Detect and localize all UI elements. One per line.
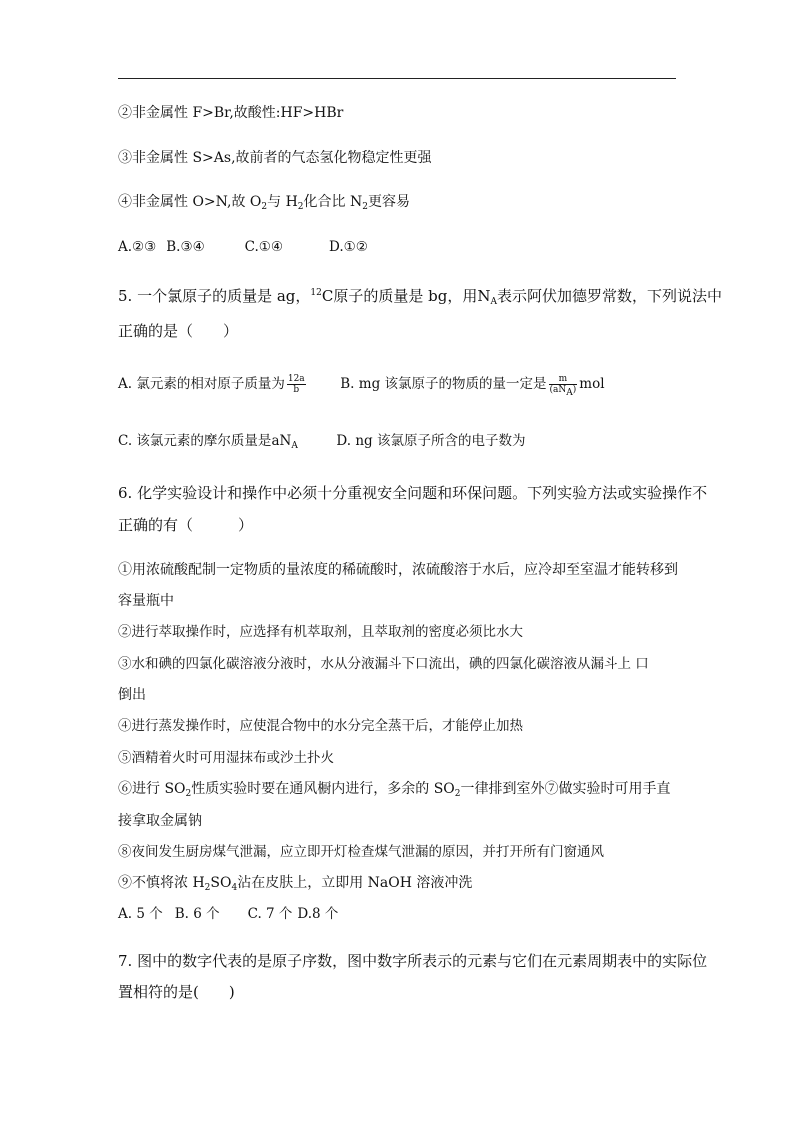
fraction-denominator: $(aN_A)$ xyxy=(549,385,577,398)
q6-statement-1b: 容量瓶中 xyxy=(118,593,174,609)
q6-statement-5: ⑤酒精着火时可用湿抹布或沙土扑火 xyxy=(118,750,334,766)
q5-stem-b: 原子的质量是 bg，用 xyxy=(333,287,478,305)
q6-statement-9 xyxy=(118,874,472,892)
fraction-m-over-ana xyxy=(549,374,578,398)
q6-statement-6 xyxy=(118,780,671,798)
q6-statement-3a: ③水和碘的四氯化碳溶液分液时，水从分液漏斗下口流出，碘的四氯化碳溶液从漏斗上 口 xyxy=(118,656,649,672)
subscript: A xyxy=(291,441,298,451)
avogadro-symbol: N xyxy=(477,287,491,305)
subscript: 2 xyxy=(204,883,211,893)
q6-options xyxy=(118,905,338,923)
q6-statement-3b: 倒出 xyxy=(118,687,146,703)
q5-options-ab xyxy=(118,372,605,396)
q5-option-a-text: A. 氯元素的相对原子质量为 xyxy=(118,376,285,392)
q5-option-c-value: aN xyxy=(271,433,292,449)
unit-mol: mol xyxy=(579,376,605,392)
q6-statement-9-b: SO xyxy=(210,875,232,891)
subscript: 4 xyxy=(231,883,238,893)
option-c[interactable]: C.①④ xyxy=(244,239,284,255)
q6-stem-line-1: 6. 化学实验设计和操作中必须十分重视安全问题和环保问题。下列实验方法或实验操作不 xyxy=(118,484,708,502)
subscript: 2 xyxy=(454,789,461,799)
q6-option-d[interactable]: D.8 个 xyxy=(297,906,339,922)
subscript: 2 xyxy=(362,202,368,212)
q6-option-b[interactable]: B. 6 个 xyxy=(174,906,220,922)
q7-stem-line-2: 置相符的是( ) xyxy=(118,983,235,1001)
fraction-12a-over-b xyxy=(287,374,306,395)
q5-option-b[interactable] xyxy=(340,374,605,398)
q6-stem-line-2: 正确的有（ ） xyxy=(118,516,254,534)
q5-option-c[interactable] xyxy=(118,433,302,449)
q5-stem-c: 表示阿伏加德罗常数，下列说法中 xyxy=(496,287,722,305)
subscript: 2 xyxy=(297,202,304,212)
statement-4-part-b: 与 H xyxy=(267,194,298,210)
q5-stem-line-1 xyxy=(118,287,722,305)
q6-statement-8: ⑧夜间发生厨房煤气泄漏，应立即开灯检查煤气泄漏的原因，并打开所有门窗通风 xyxy=(118,844,604,860)
q6-statement-6-a: ⑥进行 SO xyxy=(118,781,186,797)
fraction-numerator: 12a xyxy=(287,374,305,384)
q6-statement-7: 接拿取金属钠 xyxy=(118,813,202,829)
statement-3: ③非金属性 S>As,故前者的气态氢化物稳定性更强 xyxy=(118,150,432,166)
q5-stem-line-2: 正确的是（ ） xyxy=(118,322,239,340)
carbon-symbol: C xyxy=(321,287,334,305)
statement-4-part-a: ④非金属性 O>N,故 O xyxy=(118,194,262,210)
q6-statement-4: ④进行蒸发操作时，应使混合物中的水分完全蒸干后，才能停止加热 xyxy=(118,718,523,734)
q5-option-c-text: C. 该氯元素的摩尔质量是 xyxy=(118,433,272,449)
q6-statement-1a: ①用浓硫酸配制一定物质的量浓度的稀硫酸时，浓硫酸溶于水后，应冷却至室温才能转移到 xyxy=(118,562,678,578)
option-d[interactable]: D.①② xyxy=(329,239,368,255)
q4-options xyxy=(118,238,368,256)
q6-statement-9-a: ⑨不慎将浓 H xyxy=(118,875,205,891)
q5-option-d[interactable]: D. ng 该氯原子所含的电子数为 xyxy=(336,433,526,449)
option-b[interactable]: B.③④ xyxy=(166,239,205,255)
q6-statement-2: ②进行萃取操作时，应选择有机萃取剂，且萃取剂的密度必须比水大 xyxy=(118,624,523,640)
statement-4-part-c: 化合比 N xyxy=(303,194,363,210)
statement-4 xyxy=(118,193,410,211)
statement-4-part-d: 更容易 xyxy=(367,194,410,210)
statement-2: ②非金属性 F>Br,故酸性:HF>HBr xyxy=(118,105,344,121)
q5-options-cd xyxy=(118,432,525,450)
q6-statement-6-b: 性质实验时要在通风橱内进行，多余的 SO xyxy=(191,781,455,797)
q6-statement-9-c: 沾在皮肤上，立即用 NaOH 溶液冲洗 xyxy=(237,875,473,891)
fraction-denominator: b xyxy=(293,385,300,395)
q5-option-b-text: B. mg 该氯原子的物质的量一定是 xyxy=(340,376,547,392)
q6-option-c[interactable]: C. 7 个 xyxy=(247,906,293,922)
subscript: A xyxy=(490,297,497,307)
q5-stem-a: 5. 一个氯原子的质量是 ag， xyxy=(118,287,311,305)
header-rule xyxy=(118,78,676,79)
fraction-numerator: m xyxy=(549,374,578,385)
subscript: 2 xyxy=(261,202,268,212)
q6-statement-6-c: 一律排到室外⑦做实验时可用手直 xyxy=(460,781,671,797)
q6-option-a[interactable]: A. 5 个 xyxy=(118,906,163,922)
isotope-mass-number: 12 xyxy=(310,288,322,298)
option-a[interactable]: A.②③ xyxy=(118,239,157,255)
q5-option-a[interactable] xyxy=(118,374,312,395)
q7-stem-line-1: 7. 图中的数字代表的是原子序数，图中数字所表示的元素与它们在元素周期表中的实际位 xyxy=(118,952,708,970)
subscript: 2 xyxy=(185,789,192,799)
